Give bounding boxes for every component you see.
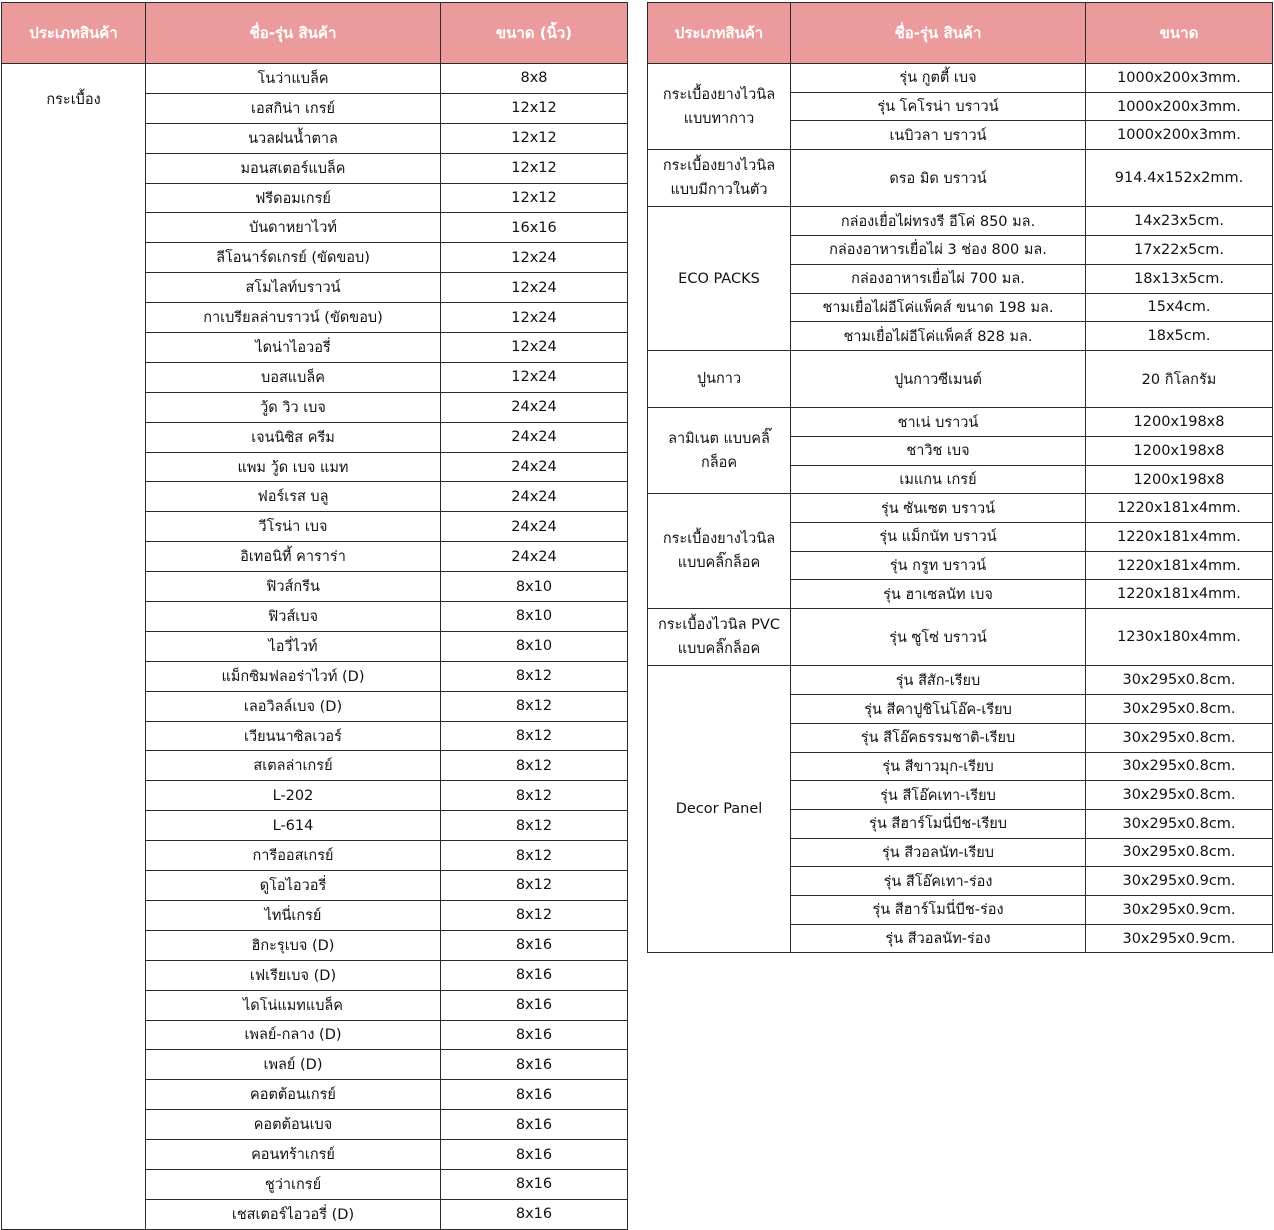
product-name-cell: บันดาหยาไวท์ <box>146 213 441 243</box>
product-name-cell: ชาเน่ บราวน์ <box>791 408 1086 437</box>
left-header-size: ขนาด (นิ้ว) <box>441 3 628 64</box>
product-size-cell: 8x16 <box>441 990 628 1020</box>
category-cell: ECO PACKS <box>648 207 791 350</box>
product-name-cell: รุ่น สีโอ๊คธรรมชาติ-เรียบ <box>791 723 1086 752</box>
product-size-cell: 8x12 <box>441 871 628 901</box>
product-size-cell: 30x295x0.8cm. <box>1086 809 1273 838</box>
product-name-cell: L-202 <box>146 781 441 811</box>
product-size-cell: 8x16 <box>441 1080 628 1110</box>
product-name-cell: นวลฝนน้ำตาล <box>146 123 441 153</box>
product-name-cell: สโมไลท์บราวน์ <box>146 273 441 303</box>
product-size-cell: 12x24 <box>441 273 628 303</box>
product-size-cell: 8x16 <box>441 1169 628 1199</box>
product-name-cell: รุ่น สีโอ๊คเทา-เรียบ <box>791 781 1086 810</box>
product-size-cell: 24x24 <box>441 422 628 452</box>
product-size-cell: 24x24 <box>441 512 628 542</box>
product-size-cell: 8x12 <box>441 691 628 721</box>
product-size-cell: 8x10 <box>441 631 628 661</box>
product-name-cell: รุ่น แม็กนัท บราวน์ <box>791 523 1086 552</box>
product-size-cell: 30x295x0.8cm. <box>1086 723 1273 752</box>
product-name-cell: ชาวิช เบจ <box>791 436 1086 465</box>
product-name-cell: เมแกน เกรย์ <box>791 465 1086 494</box>
product-name-cell: สเตลล่าเกรย์ <box>146 751 441 781</box>
table-row <box>648 64 1273 93</box>
product-size-cell: 8x12 <box>441 661 628 691</box>
table-row <box>648 494 1273 523</box>
product-name-cell: เพลย์ (D) <box>146 1050 441 1080</box>
product-size-cell: 16x16 <box>441 213 628 243</box>
table-row <box>2 64 628 94</box>
product-name-cell: รุ่น สีฮาร์โมนี่บีช-เรียบ <box>791 809 1086 838</box>
product-size-cell: 24x24 <box>441 452 628 482</box>
product-name-cell: รุ่น กรูท บราวน์ <box>791 551 1086 580</box>
product-name-cell: ชูว่าเกรย์ <box>146 1169 441 1199</box>
product-size-cell: 8x16 <box>441 930 628 960</box>
product-size-cell: 30x295x0.8cm. <box>1086 752 1273 781</box>
product-name-cell: บอสแบล็ค <box>146 362 441 392</box>
left-product-table <box>1 2 628 1230</box>
product-size-cell: 24x24 <box>441 392 628 422</box>
product-size-cell: 30x295x0.8cm. <box>1086 838 1273 867</box>
category-cell: กระเบื้อง <box>2 64 146 1230</box>
category-cell: ลามิเนต แบบคลิ๊กล็อค <box>648 408 791 494</box>
product-name-cell: L-614 <box>146 811 441 841</box>
product-name-cell: ไอวี่ไวท์ <box>146 631 441 661</box>
product-size-cell: 12x24 <box>441 243 628 273</box>
left-header-category: ประเภทสินค้า <box>2 3 146 64</box>
product-size-cell: 14x23x5cm. <box>1086 207 1273 236</box>
product-size-cell: 8x12 <box>441 841 628 871</box>
product-size-cell: 30x295x0.8cm. <box>1086 781 1273 810</box>
product-name-cell: เลอวิลล์เบจ (D) <box>146 691 441 721</box>
product-name-cell: รุ่น สีวอลนัท-เรียบ <box>791 838 1086 867</box>
product-size-cell: 24x24 <box>441 542 628 572</box>
table-row <box>648 666 1273 695</box>
product-size-cell: 8x8 <box>441 64 628 94</box>
category-cell: กระเบื้องยางไวนิล แบบคลิ๊กล็อค <box>648 494 791 609</box>
category-cell: Decor Panel <box>648 666 791 953</box>
product-size-cell: 8x12 <box>441 751 628 781</box>
product-size-cell: 8x12 <box>441 721 628 751</box>
product-size-cell: 8x10 <box>441 602 628 632</box>
product-size-cell: 8x12 <box>441 811 628 841</box>
product-size-cell: 1200x198x8 <box>1086 436 1273 465</box>
product-name-cell: ดูโอไอวอรี่ <box>146 871 441 901</box>
product-size-cell: 1220x181x4mm. <box>1086 551 1273 580</box>
table-row <box>648 150 1273 207</box>
product-size-cell: 18x5cm. <box>1086 322 1273 351</box>
product-name-cell: กล่องอาหารเยื่อไผ่ 700 มล. <box>791 264 1086 293</box>
product-size-cell: 30x295x0.9cm. <box>1086 895 1273 924</box>
product-name-cell: รุ่น ซันเซต บราวน์ <box>791 494 1086 523</box>
table-row <box>648 408 1273 437</box>
product-size-cell: 8x12 <box>441 781 628 811</box>
product-name-cell: เฟเรียเบจ (D) <box>146 960 441 990</box>
product-size-cell: 914.4x152x2mm. <box>1086 150 1273 207</box>
product-name-cell: รุ่น ซูโซ่ บราวน์ <box>791 609 1086 666</box>
product-size-cell: 12x12 <box>441 123 628 153</box>
left-header-row <box>2 3 628 64</box>
product-size-cell: 1000x200x3mm. <box>1086 121 1273 150</box>
product-name-cell: คอตต้อนเกรย์ <box>146 1080 441 1110</box>
product-name-cell: วู้ด วิว เบจ <box>146 392 441 422</box>
product-name-cell: แพม วู้ด เบจ แมท <box>146 452 441 482</box>
table-row <box>648 609 1273 666</box>
product-name-cell: มอนสเตอร์แบล็ค <box>146 153 441 183</box>
product-size-cell: 1000x200x3mm. <box>1086 64 1273 93</box>
product-size-cell: 1000x200x3mm. <box>1086 92 1273 121</box>
product-name-cell: กาเบรียลล่าบราวน์ (ขัดขอบ) <box>146 303 441 333</box>
product-size-cell: 8x16 <box>441 960 628 990</box>
product-size-cell: 30x295x0.9cm. <box>1086 867 1273 896</box>
product-name-cell: รุ่น โคโรน่า บราวน์ <box>791 92 1086 121</box>
product-size-cell: 17x22x5cm. <box>1086 236 1273 265</box>
table-row <box>648 350 1273 407</box>
product-name-cell: แม็กซิมฟลอร่าไวท์ (D) <box>146 661 441 691</box>
product-size-cell: 12x24 <box>441 303 628 333</box>
product-name-cell: วีโรน่า เบจ <box>146 512 441 542</box>
product-name-cell: เนบิวลา บราวน์ <box>791 121 1086 150</box>
product-size-cell: 12x24 <box>441 362 628 392</box>
product-size-cell: 12x12 <box>441 183 628 213</box>
product-size-cell: 24x24 <box>441 482 628 512</box>
product-size-cell: 12x12 <box>441 93 628 123</box>
product-size-cell: 1220x181x4mm. <box>1086 494 1273 523</box>
product-name-cell: เพลย์-กลาง (D) <box>146 1020 441 1050</box>
right-header-category: ประเภทสินค้า <box>648 3 791 64</box>
product-name-cell: อิเทอนิที้ คาราร่า <box>146 542 441 572</box>
product-name-cell: เวียนนาซิลเวอร์ <box>146 721 441 751</box>
category-cell: กระเบื้องไวนิล PVC แบบคลิ๊กล็อค <box>648 609 791 666</box>
product-name-cell: เชสเตอร์ไอวอรี่ (D) <box>146 1199 441 1229</box>
product-size-cell: 1200x198x8 <box>1086 408 1273 437</box>
product-name-cell: โนว่าแบล็ค <box>146 64 441 94</box>
table-row <box>648 207 1273 236</box>
product-name-cell: การีออสเกรย์ <box>146 841 441 871</box>
product-size-cell: 8x12 <box>441 900 628 930</box>
product-size-cell: 8x10 <box>441 572 628 602</box>
product-name-cell: ฮิกะรุเบจ (D) <box>146 930 441 960</box>
product-name-cell: คอนทร้าเกรย์ <box>146 1140 441 1170</box>
product-size-cell: 30x295x0.8cm. <box>1086 666 1273 695</box>
product-name-cell: ชามเยื่อไผ่อีโค่แพ็คส์ 828 มล. <box>791 322 1086 351</box>
product-name-cell: เอสกิน่า เกรย์ <box>146 93 441 123</box>
product-name-cell: ไดน่าไอวอรี่ <box>146 333 441 363</box>
right-header-name: ชื่อ-รุ่น สินค้า <box>791 3 1086 64</box>
product-size-cell: 30x295x0.8cm. <box>1086 695 1273 724</box>
product-name-cell: รุ่น สีขาวมุก-เรียบ <box>791 752 1086 781</box>
product-name-cell: กล่องอาหารเยื่อไผ่ 3 ช่อง 800 มล. <box>791 236 1086 265</box>
product-name-cell: รุ่น สีฮาร์โมนี่บีช-ร่อง <box>791 895 1086 924</box>
product-size-cell: 20 กิโลกรัม <box>1086 350 1273 407</box>
product-name-cell: เจนนิซิส ครีม <box>146 422 441 452</box>
product-size-cell: 15x4cm. <box>1086 293 1273 322</box>
product-size-cell: 8x16 <box>441 1020 628 1050</box>
right-product-table <box>647 2 1273 953</box>
left-header-name: ชื่อ-รุ่น สินค้า <box>146 3 441 64</box>
product-name-cell: ดรอ มิด บราวน์ <box>791 150 1086 207</box>
product-size-cell: 12x24 <box>441 333 628 363</box>
category-cell: กระเบื้องยางไวนิล แบบทากาว <box>648 64 791 150</box>
product-name-cell: กล่องเยื่อไผ่ทรงรี อีโค่ 850 มล. <box>791 207 1086 236</box>
product-name-cell: รุ่น ฮาเซลนัท เบจ <box>791 580 1086 609</box>
product-name-cell: ไดโน่แมทแบล็ค <box>146 990 441 1020</box>
product-name-cell: ฟิวส์กรีน <box>146 572 441 602</box>
product-name-cell: ลีโอนาร์ดเกรย์ (ขัดขอบ) <box>146 243 441 273</box>
category-cell: กระเบื้องยางไวนิล แบบมีกาวในตัว <box>648 150 791 207</box>
category-cell: ปูนกาว <box>648 350 791 407</box>
product-size-cell: 8x16 <box>441 1050 628 1080</box>
product-name-cell: ฟอร์เรส บลู <box>146 482 441 512</box>
product-size-cell: 8x16 <box>441 1140 628 1170</box>
product-name-cell: คอตต้อนเบจ <box>146 1110 441 1140</box>
product-name-cell: รุ่น สีวอลนัท-ร่อง <box>791 924 1086 953</box>
product-name-cell: ฟิวส์เบจ <box>146 602 441 632</box>
product-name-cell: ฟรีดอมเกรย์ <box>146 183 441 213</box>
right-header-size: ขนาด <box>1086 3 1273 64</box>
product-size-cell: 8x16 <box>441 1199 628 1229</box>
product-size-cell: 1220x181x4mm. <box>1086 580 1273 609</box>
product-size-cell: 8x16 <box>441 1110 628 1140</box>
product-name-cell: รุ่น สีคาปูชิโน่โอ๊ค-เรียบ <box>791 695 1086 724</box>
product-name-cell: ปูนกาวซีเมนต์ <box>791 350 1086 407</box>
product-size-cell: 1230x180x4mm. <box>1086 609 1273 666</box>
product-name-cell: ชามเยื่อไผ่อีโค่แพ็คส์ ขนาด 198 มล. <box>791 293 1086 322</box>
product-name-cell: ไทนี่เกรย์ <box>146 900 441 930</box>
product-name-cell: รุ่น สีสัก-เรียบ <box>791 666 1086 695</box>
product-name-cell: รุ่น กูตตี้ เบจ <box>791 64 1086 93</box>
product-name-cell: รุ่น สีโอ๊คเทา-ร่อง <box>791 867 1086 896</box>
product-size-cell: 1220x181x4mm. <box>1086 523 1273 552</box>
product-size-cell: 18x13x5cm. <box>1086 264 1273 293</box>
right-header-row <box>648 3 1273 64</box>
product-size-cell: 30x295x0.9cm. <box>1086 924 1273 953</box>
product-size-cell: 1200x198x8 <box>1086 465 1273 494</box>
product-size-cell: 12x12 <box>441 153 628 183</box>
